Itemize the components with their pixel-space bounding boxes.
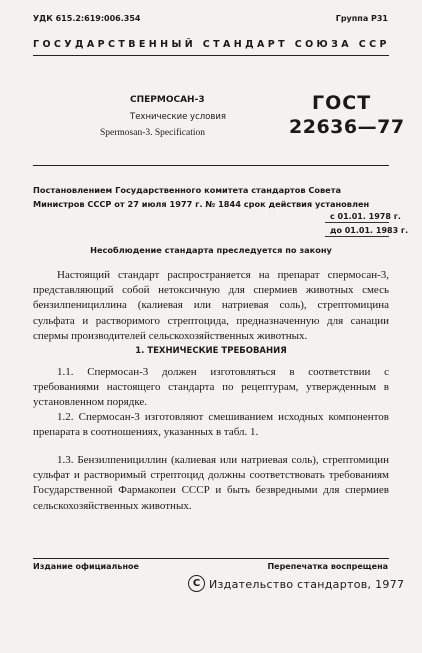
clause-1-1: 1.1. Спермосан-3 должен изготовляться в соответствии с требованиями настоящего стандарта по рецептурам, утвержденным в установленном порядке. [33,366,389,409]
section-heading: 1. ТЕХНИЧЕСКИЕ ТРЕБОВАНИЯ [135,346,287,356]
legal-warning: Несоблюдение стандарта преследуется по закону [90,245,332,255]
clause-1-3: 1.3. Бензилпенициллин (калиевая или натриевая соль), стрептомицин сульфат и растворимый стрептоцид должны соответствовать требованиям Государственной Фармакопеи СССР и быть безвредными для спермиев сельскохозяйственных животных. [33,454,389,512]
date-underline [325,222,389,223]
official-edition-label: Издание официальное [33,562,139,571]
latin-title: Spermosan-3. Specification [100,128,206,138]
clause-1-2: 1.2. Спермосан-3 изготовляют смешиванием исходных компонентов препарата в соотношениях, указанных в табл. 1. [33,411,389,439]
footer-divider [33,558,389,559]
gost-number: 22636—77 [289,116,405,138]
validity-end-date: до 01.01. 1983 г. [330,226,409,235]
decree-text: Постановлением Государственного комитета стандартов Совета Министров СССР от 27 июля 1977 г. № 1844 срок действия установлен [33,185,370,209]
intro-paragraph: Настоящий стандарт распространяется на препарат спермосан-3, представляющий собой нетоксичную для спермиев животных смесь бензилпенициллина (калиевая или натриевая соль), стрептомицина сульфата и растворимого стрептоцида, предназначенную для санации спермы производителей сельскохозяйственных животных. [33,269,389,342]
validity-start-date: с 01.01. 1978 г. [330,212,401,221]
udk-code: УДК 615.2:619:006.354 [33,14,141,23]
date-underline [325,236,389,237]
copyright-icon: C [188,575,205,592]
product-name: СПЕРМОСАН-3 [130,95,205,105]
gost-label: ГОСТ [312,92,372,114]
top-divider [33,55,389,56]
middle-divider [33,165,389,166]
org-title: ГОСУДАРСТВЕННЫЙ СТАНДАРТ СОЮЗА ССР [33,39,390,50]
document-subtitle: Технические условия [130,112,227,122]
reprint-notice: Перепечатка воспрещена [267,562,388,571]
group-code: Группа Р31 [335,14,388,23]
publisher-line: Издательство стандартов, 1977 [209,578,405,591]
